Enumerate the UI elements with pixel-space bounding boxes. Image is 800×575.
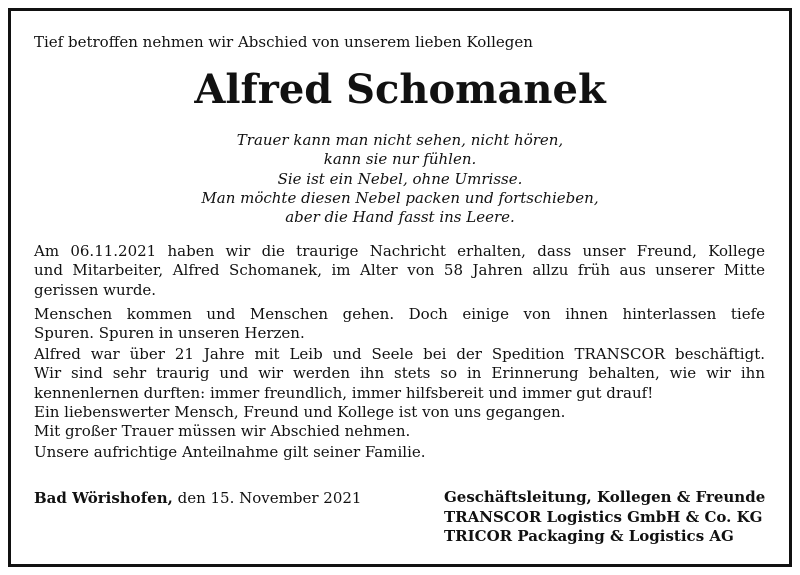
paragraph-traces <box>34 305 765 344</box>
poem-line: aber die Hand fasst ins Leere. <box>285 208 515 227</box>
signer-line: TRANSCOR Logistics GmbH & Co. KG <box>444 507 763 526</box>
poem <box>0 131 800 227</box>
poem-line: Sie ist ein Nebel, ohne Umrisse. <box>277 169 523 188</box>
poem-line: Trauer kann man nicht sehen, nicht hören, <box>236 131 564 149</box>
paragraph-line: kennenlernen durften: immer freundlich, immer hilfsbereit und immer gut drauf! <box>34 383 654 402</box>
paragraph-line: und Mitarbeiter, Alfred Schomanek, im Alter von 58 Jahren allzu früh aus unserer Mitte <box>34 261 765 280</box>
signer-line: TRICOR Packaging & Logistics AG <box>444 527 734 546</box>
place: Bad Wörishofen, <box>34 489 173 507</box>
intro-line: Tief betroffen nehmen wir Abschied von unserem lieben Kollegen <box>34 33 533 51</box>
date: den 15. November 2021 <box>177 489 362 507</box>
signers <box>444 488 765 547</box>
paragraph-line: Menschen kommen und Menschen gehen. Doch einige von ihnen hinterlassen tiefe <box>34 305 765 323</box>
paragraph-line: Ein liebenswerter Mensch, Freund und Kollege ist von uns gegangen. <box>34 402 566 421</box>
signer-line: Geschäftsleitung, Kollegen & Freunde <box>444 488 766 506</box>
paragraph-line: gerissen wurde. <box>34 280 157 299</box>
paragraph-tribute <box>34 345 765 441</box>
paragraph-line: Unsere aufrichtige Anteilnahme gilt seiner Familie. <box>34 443 426 461</box>
place-date <box>34 488 361 508</box>
paragraph-line: Am 06.11.2021 haben wir die traurige Nachricht erhalten, dass unser Freund, Kollege <box>34 242 765 260</box>
paragraph-line: Wir sind sehr traurig und wir werden ihn stets so in Erinnerung behalten, wie wir ihn <box>34 364 765 383</box>
deceased-name: Alfred Schomanek <box>194 66 606 113</box>
paragraph-condolence <box>34 443 765 462</box>
paragraph-line: Alfred war über 21 Jahre mit Leib und Seele bei der Spedition TRANSCOR beschäftigt. <box>34 345 765 363</box>
paragraph-line: Mit großer Trauer müssen wir Abschied nehmen. <box>34 422 411 441</box>
paragraph-line: Spuren. Spuren in unseren Herzen. <box>34 324 305 343</box>
poem-line: kann sie nur fühlen. <box>323 150 477 169</box>
poem-line: Man möchte diesen Nebel packen und fortschieben, <box>201 188 599 207</box>
paragraph-announcement <box>34 242 765 300</box>
